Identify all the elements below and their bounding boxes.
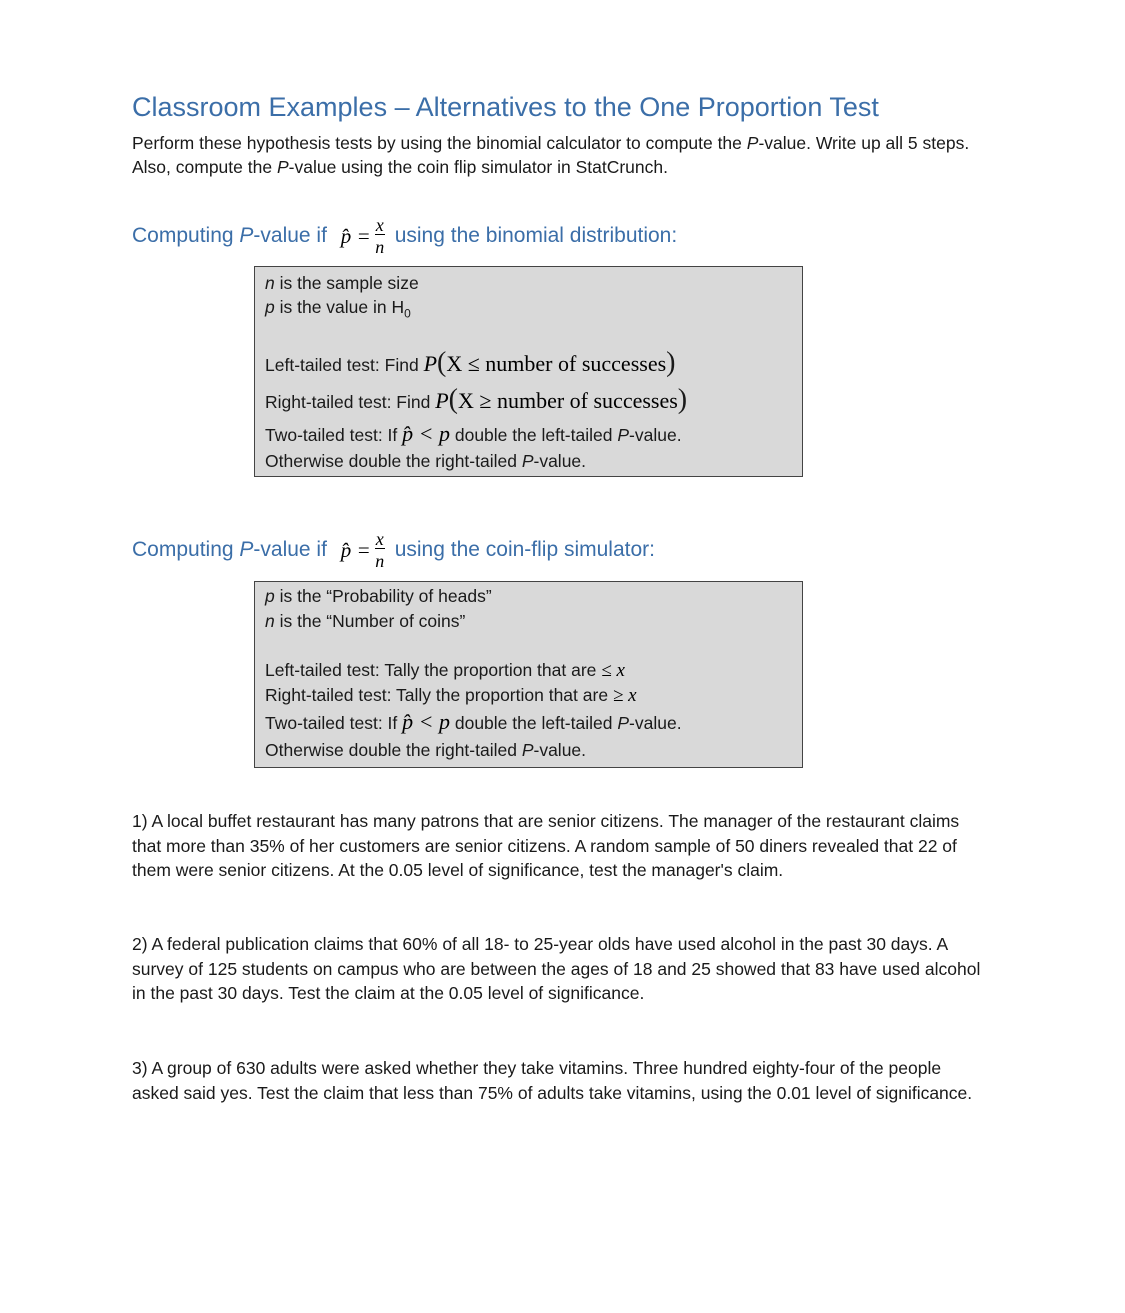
coinflip-heading-suffix: using the coin-flip simulator: (394, 538, 655, 561)
coinflip-otherwise-b: -value. (533, 740, 587, 760)
intro-text-2: -value. Write up all 5 steps. Also, compute the (132, 133, 970, 177)
binomial-heading-prefix: Computing (132, 224, 240, 247)
binomial-heading-suffix: using the binomial distribution: (394, 224, 678, 247)
coinflip-heading-prefix: Computing (132, 538, 240, 561)
binomial-left-line: Left-tailed test: Find P(X ≤ number of successes) (265, 347, 676, 378)
problem-1: 1) A local buffet restaurant has many patrons that are senior citizens. The manager of the restaurant claims that more than 35% of her customers are senior citizens. A random sample of 50 diners revealed that 22 of them were senior citizens. At the 0.05 level of significance, test the manager's claim. (132, 811, 960, 880)
problem-2: 2) A federal publication claims that 60% of all 18- to 25-year olds have used alcohol in the past 30 days. A survey of 125 students on campus who are between the ages of 18 and 25 showed that 83 have used alcohol in the past 30 days. Test the claim at the 0.05 level of significance. (132, 934, 981, 1003)
page-title: Classroom Examples – Alternatives to the One Proportion Test (132, 92, 879, 122)
binomial-right-inner: X ≥ number of successes (458, 388, 678, 413)
binomial-p-line (265, 297, 411, 321)
binomial-heading-mid: -value if (253, 224, 333, 247)
coinflip-left-line (265, 660, 625, 682)
binomial-two-math: p̂ < p (402, 421, 450, 446)
coinflip-two-p: P (617, 713, 630, 733)
coinflip-two-label: Two-tailed test: If (265, 713, 403, 733)
binomial-two-line (265, 421, 682, 447)
binomial-p-var: p (265, 297, 275, 317)
binomial-n-text: is the sample size (274, 273, 419, 293)
coinflip-right-math: ≥ x (612, 685, 637, 706)
binomial-n-line (265, 273, 419, 294)
intro-p-2: P (276, 157, 289, 177)
coinflip-n-text: is the “Number of coins” (274, 611, 466, 631)
binomial-otherwise-a: Otherwise double the right-tailed (265, 451, 522, 471)
binomial-otherwise-b: -value. (533, 451, 587, 471)
intro-text-1: Perform these hypothesis tests by using the binomial calculator to compute the (132, 133, 747, 153)
coinflip-fraction-denominator: n (375, 551, 385, 571)
coinflip-n-line (265, 611, 465, 632)
binomial-p-text: is the value in H (274, 297, 405, 317)
coinflip-heading-mid: -value if (253, 538, 333, 561)
coinflip-otherwise-p: P (521, 740, 534, 760)
binomial-phat-equals: p̂ = (340, 223, 371, 248)
binomial-two-text-a: double the left-tailed (450, 425, 618, 445)
binomial-left-inner: X ≤ number of successes (446, 351, 667, 376)
binomial-p-sub: 0 (404, 306, 411, 321)
binomial-left-label: Left-tailed test: Find (265, 355, 424, 375)
binomial-two-label: Two-tailed test: If (265, 425, 403, 445)
coinflip-two-math: p̂ < p (402, 709, 450, 734)
binomial-heading-p: P (239, 224, 254, 247)
coinflip-p-text: is the “Probability of heads” (274, 586, 492, 606)
binomial-n-var: n (265, 273, 275, 293)
coinflip-n-var: n (265, 611, 275, 631)
binomial-otherwise-line (265, 451, 586, 472)
binomial-right-label: Right-tailed test: Find (265, 392, 436, 412)
coinflip-otherwise-line (265, 740, 586, 761)
coinflip-left-math: ≤ x (601, 660, 625, 681)
coinflip-right-text: Right-tailed test: Tally the proportion that are (265, 685, 613, 705)
coinflip-otherwise-a: Otherwise double the right-tailed (265, 740, 522, 760)
coinflip-right-line (265, 685, 637, 707)
binomial-two-p: P (617, 425, 630, 445)
intro-paragraph (132, 131, 992, 179)
binomial-otherwise-p: P (521, 451, 534, 471)
coinflip-two-line (265, 709, 682, 735)
coinflip-info-box (254, 581, 803, 768)
intro-text-3: -value using the coin flip simulator in StatCrunch. (288, 157, 668, 177)
binomial-fraction-denominator: n (375, 237, 385, 257)
problem-3: 3) A group of 630 adults were asked whether they take vitamins. Three hundred eighty-four of the people asked said yes. Test the claim that less than 75% of adults take vitamins, using the 0.01 level of significance. (132, 1058, 973, 1103)
binomial-right-line: Right-tailed test: Find P(X ≥ number of successes) (265, 384, 688, 415)
binomial-right-P: P (435, 388, 449, 413)
binomial-two-text-b: -value. (629, 425, 682, 445)
coinflip-two-text-a: double the left-tailed (450, 713, 618, 733)
coinflip-left-text: Left-tailed test: Tally the proportion that are (265, 660, 602, 680)
coinflip-section-heading (132, 530, 655, 570)
coinflip-p-line (265, 586, 492, 607)
binomial-info-box (254, 266, 803, 477)
coinflip-two-text-b: -value. (629, 713, 682, 733)
coinflip-phat-equals: p̂ = (340, 537, 371, 562)
binomial-left-P: P (423, 351, 438, 376)
intro-p-1: P (746, 133, 759, 153)
binomial-fraction-numerator: x (375, 215, 384, 235)
coinflip-heading-p: P (239, 538, 254, 561)
binomial-section-heading (132, 216, 677, 256)
coinflip-p-var: p (265, 586, 275, 606)
coinflip-fraction (375, 530, 385, 570)
coinflip-fraction-numerator: x (375, 529, 384, 549)
binomial-fraction (375, 216, 385, 256)
